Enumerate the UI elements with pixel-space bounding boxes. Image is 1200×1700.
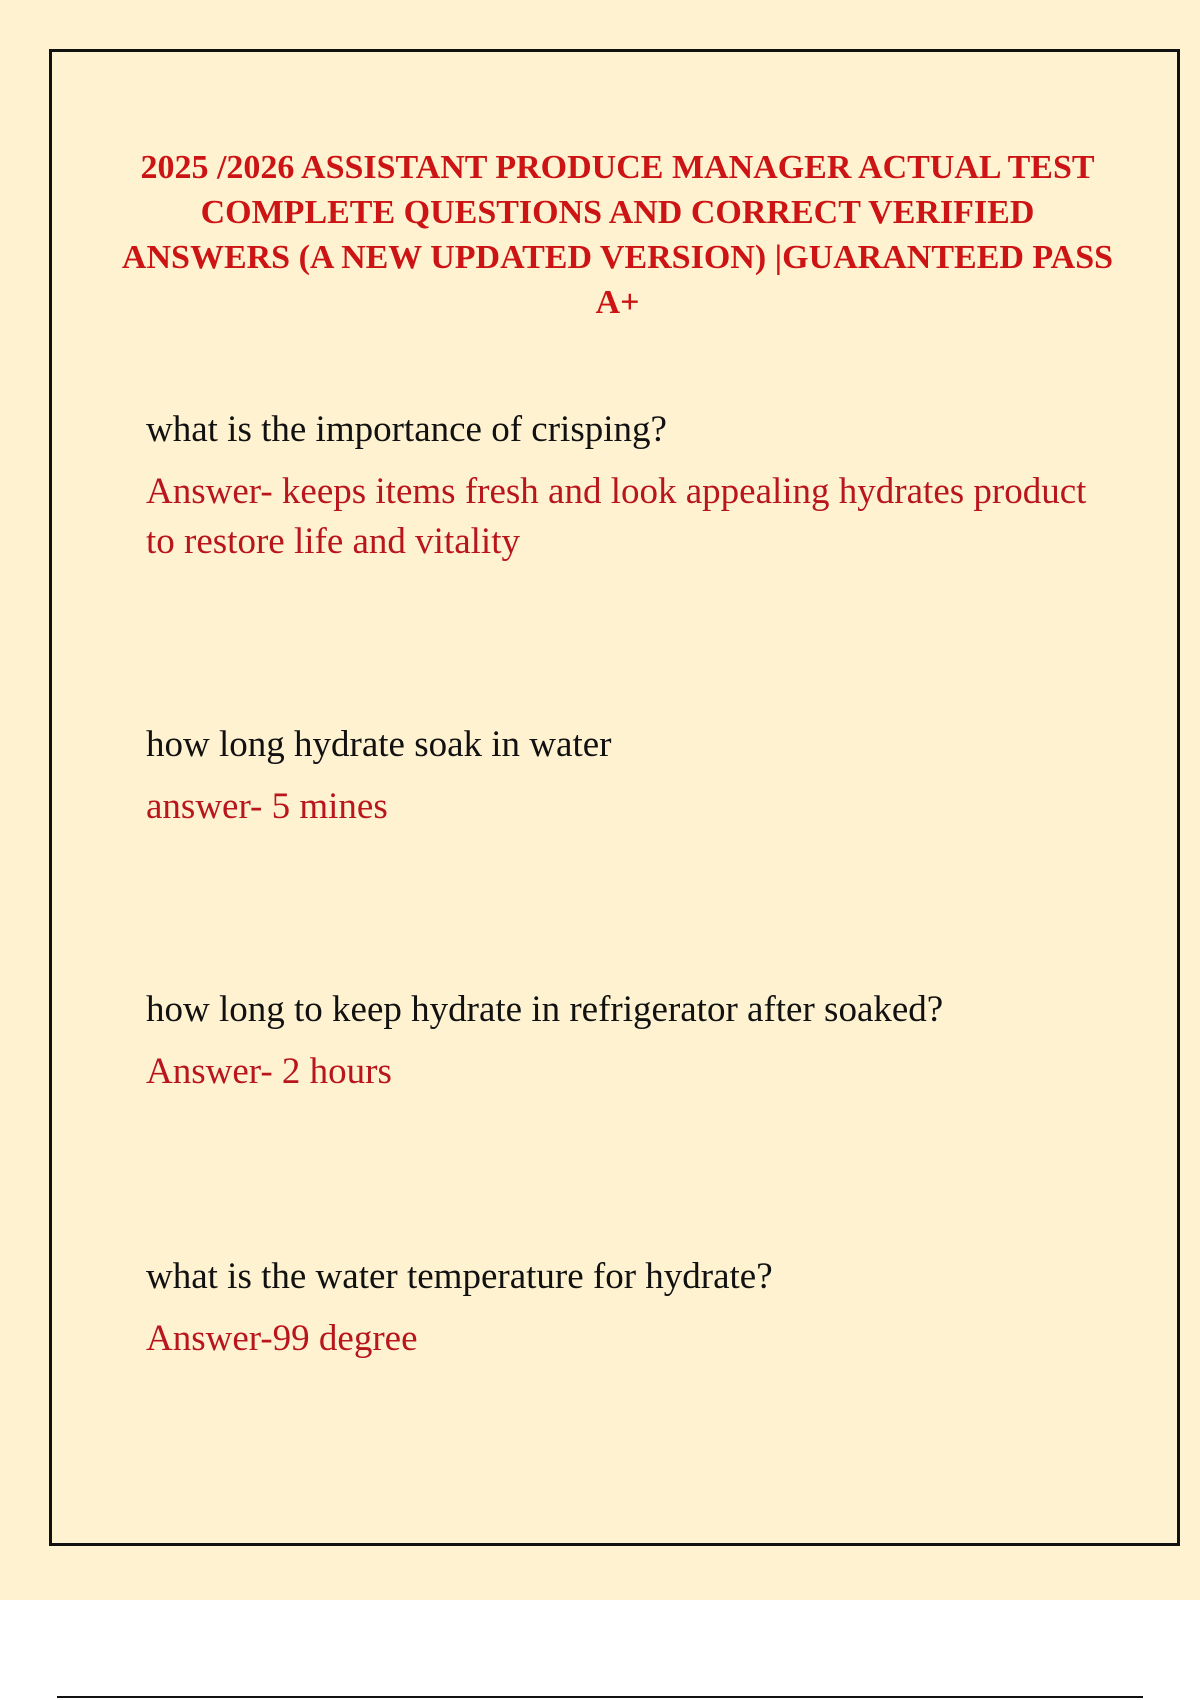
answer-text: Answer- keeps items fresh and look appealing hydrates product to restore life and vitality	[146, 471, 1087, 562]
qa-item-2	[146, 720, 1096, 832]
question-text: how long hydrate soak in water	[146, 724, 612, 765]
qa-item-1	[146, 405, 1096, 567]
answer-text: answer- 5 mines	[146, 786, 388, 827]
qa-item-4	[146, 1252, 1096, 1364]
answer-text: Answer- 2 hours	[146, 1051, 392, 1092]
footer-divider	[57, 1696, 1143, 1698]
qa-item-3	[146, 985, 1096, 1097]
answer-text: Answer-99 degree	[146, 1318, 418, 1359]
question-text: what is the importance of crisping?	[146, 409, 667, 450]
question-text: how long to keep hydrate in refrigerator after soaked?	[146, 989, 944, 1030]
question-text: what is the water temperature for hydrate?	[146, 1256, 773, 1297]
document-title: 2025 /2026 ASSISTANT PRODUCE MANAGER ACTUAL TEST COMPLETE QUESTIONS AND CORRECT VERIFIED ANSWERS (A NEW UPDATED VERSION) |GUARANTEED PASS A+	[121, 149, 1114, 321]
